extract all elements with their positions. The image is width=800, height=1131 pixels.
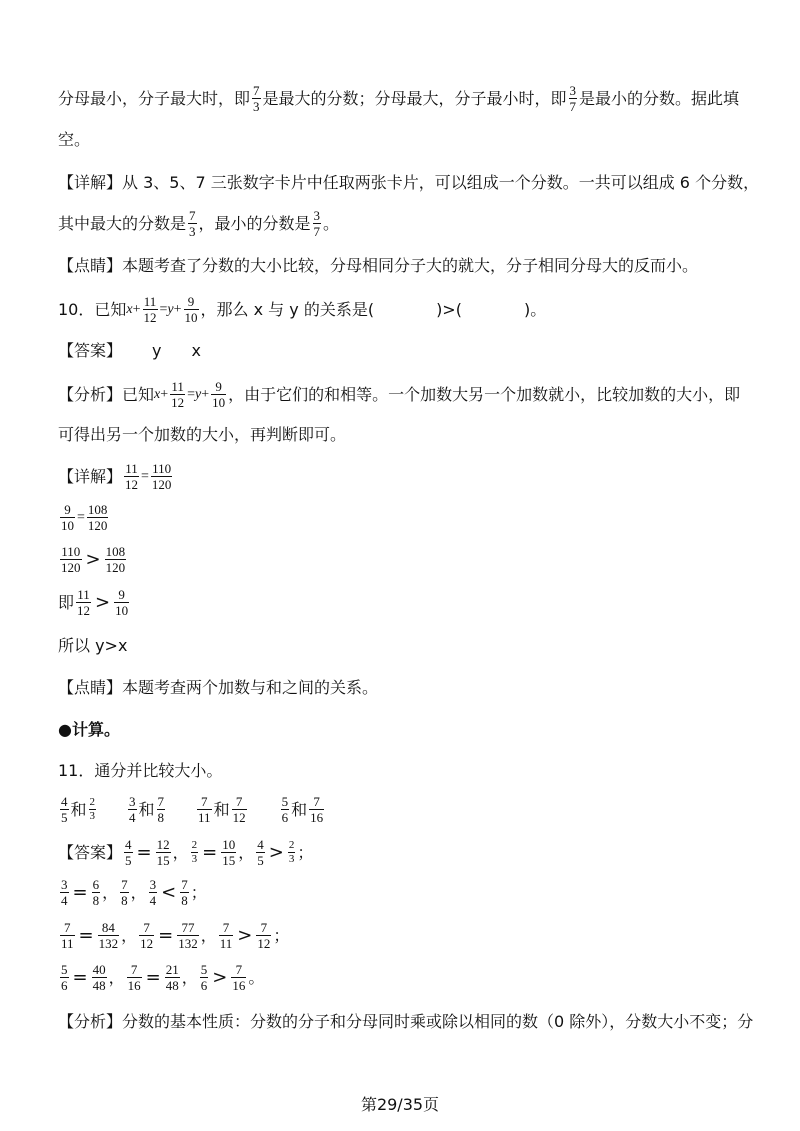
text: 【答案】 xyxy=(58,341,123,360)
text: 5 xyxy=(281,794,289,809)
fraction xyxy=(60,921,75,950)
answer-11-row1 xyxy=(58,838,313,867)
fraction xyxy=(139,921,154,950)
fraction xyxy=(232,795,247,824)
fraction xyxy=(124,838,133,867)
text: > xyxy=(268,841,284,863)
text: 【详解】 xyxy=(58,466,123,486)
text: 10 xyxy=(222,837,236,852)
text: 11 xyxy=(77,587,90,602)
text: 4 xyxy=(149,893,157,908)
question-10 xyxy=(58,295,546,324)
text: ，最小的分数是 xyxy=(198,213,311,233)
fraction xyxy=(149,878,158,907)
fraction xyxy=(124,462,139,491)
text: 5 xyxy=(125,853,132,868)
text: 【点睛】本题考查两个加数与和之间的关系。 xyxy=(58,678,379,697)
fraction xyxy=(313,209,322,238)
text: 12 xyxy=(140,936,154,951)
text: 7 xyxy=(181,877,188,892)
text: x xyxy=(126,301,133,317)
text: + xyxy=(160,386,169,402)
text: + xyxy=(132,301,141,317)
answer-10 xyxy=(58,338,201,364)
text: 9 xyxy=(64,502,71,517)
text: 【分析】已知 xyxy=(58,384,155,404)
text: 【分析】分数的基本性质：分数的分子和分母同时乘或除以相同的数（0 除外），分数大小不变；分 xyxy=(58,1012,754,1031)
text: 11 xyxy=(61,936,74,951)
text: 4 xyxy=(257,837,264,852)
text: = xyxy=(202,841,218,863)
text: 3 xyxy=(129,794,136,809)
analysis-10 xyxy=(58,380,740,409)
text: 132 xyxy=(98,936,119,951)
fraction xyxy=(256,838,265,867)
text: 12 xyxy=(257,936,271,951)
fraction xyxy=(157,795,166,824)
text: = xyxy=(72,966,88,988)
text: ， xyxy=(181,967,198,987)
fraction xyxy=(87,503,109,532)
text: 5 xyxy=(61,962,68,977)
text: ， xyxy=(121,925,138,945)
fraction xyxy=(151,462,173,491)
text: 108 xyxy=(105,544,126,559)
text: 9 xyxy=(187,294,195,309)
text: ，由于它们的和相等。一个加数大另一个加数就小，比较加数的大小，即 xyxy=(228,384,741,404)
fraction xyxy=(177,921,199,950)
text: 110 xyxy=(61,544,81,559)
text: 5 xyxy=(61,810,68,825)
text: 是最大的分数；分母最大，分子最小时，即 xyxy=(262,88,567,108)
text: 11 xyxy=(198,810,211,825)
text: 10 xyxy=(212,395,226,410)
text: 。 xyxy=(248,967,265,987)
pair-4 xyxy=(279,795,327,824)
fraction xyxy=(92,963,107,992)
text: 16 xyxy=(310,810,324,825)
text: )。 xyxy=(523,299,547,319)
text: 12 xyxy=(156,837,170,852)
text: 4 xyxy=(129,810,136,825)
remark-line xyxy=(58,253,698,279)
text: 3 xyxy=(149,877,157,892)
text: x xyxy=(154,386,161,402)
text: 是最小的分数。据此填 xyxy=(579,88,740,108)
text: 9 xyxy=(118,587,125,602)
text: 11 xyxy=(143,294,157,309)
text: 可得出另一个加数的大小，再判断即可。 xyxy=(58,425,347,444)
text: 11 xyxy=(219,936,233,951)
fraction xyxy=(288,840,296,865)
text: ， xyxy=(238,842,255,862)
text: > xyxy=(95,591,111,613)
text: 3 xyxy=(189,224,196,239)
answer-11-row4 xyxy=(58,963,264,992)
fraction xyxy=(184,295,199,324)
text: 8 xyxy=(121,893,128,908)
text: 7 xyxy=(313,224,321,239)
fraction xyxy=(127,963,142,992)
fraction xyxy=(60,795,69,824)
text: 12 xyxy=(125,477,139,492)
fraction xyxy=(211,380,226,409)
text: 和 xyxy=(138,799,155,819)
text: 。 xyxy=(323,213,340,233)
question-11 xyxy=(58,758,222,784)
text: = xyxy=(78,924,94,946)
fraction xyxy=(569,84,578,113)
question-11-pairs xyxy=(58,795,326,824)
fraction xyxy=(60,878,69,907)
text: 【点睛】本题考查了分数的大小比较，分母相同分子大的就大，分子相同分母大的反而小。 xyxy=(58,256,699,275)
text: 空。 xyxy=(58,130,91,149)
fraction xyxy=(221,838,236,867)
text: = xyxy=(77,509,85,525)
fraction xyxy=(309,795,324,824)
text: 7 xyxy=(143,920,150,935)
text: > xyxy=(212,966,228,988)
text: 7 xyxy=(313,794,320,809)
text: 11 xyxy=(171,379,184,394)
detail-10-line5 xyxy=(58,633,127,659)
fraction xyxy=(191,840,199,865)
text: 6 xyxy=(200,978,208,993)
text: 7 xyxy=(189,208,196,223)
text: 【答案】 xyxy=(58,842,123,862)
text: 15 xyxy=(222,853,236,868)
text: 7 xyxy=(235,962,243,977)
text: 7 xyxy=(201,794,208,809)
text: 120 xyxy=(105,560,126,575)
text: y xyxy=(152,341,162,360)
fraction xyxy=(76,588,91,617)
fraction xyxy=(143,295,158,324)
text: 2 xyxy=(191,839,198,851)
text: ， xyxy=(108,967,125,987)
text: 2 xyxy=(288,839,295,851)
pair-3 xyxy=(195,795,249,824)
text: ； xyxy=(297,842,314,862)
text-line xyxy=(58,127,90,153)
text: 120 xyxy=(61,560,81,575)
text: 即 xyxy=(58,592,75,612)
fraction xyxy=(128,795,137,824)
text: 16 xyxy=(127,978,141,993)
answer-11-row3 xyxy=(58,921,289,950)
text: < xyxy=(161,881,177,903)
text: = xyxy=(159,301,168,317)
detail-line xyxy=(58,170,759,196)
analysis-11 xyxy=(58,1009,753,1035)
text: 7 xyxy=(260,920,268,935)
text: 7 xyxy=(569,99,577,114)
answer-11-row2 xyxy=(58,878,207,907)
fraction xyxy=(114,588,129,617)
text: 120 xyxy=(151,477,172,492)
fraction xyxy=(105,545,127,574)
text: 12 xyxy=(171,395,185,410)
text: 132 xyxy=(178,936,198,951)
text: 7 xyxy=(222,920,230,935)
text: 7 xyxy=(64,920,71,935)
text: 10．已知 xyxy=(58,299,127,319)
detail-10-line2 xyxy=(58,503,110,532)
detail-10-line4 xyxy=(58,588,131,617)
text: 4 xyxy=(61,893,68,908)
text: ； xyxy=(273,925,290,945)
pair-2 xyxy=(126,795,167,824)
text: 3 xyxy=(89,810,96,822)
text: 48 xyxy=(92,978,106,993)
text: 6 xyxy=(92,877,100,892)
text: 12 xyxy=(143,310,157,325)
text: 10 xyxy=(61,518,74,533)
text: 15 xyxy=(156,853,170,868)
text: 3 xyxy=(253,99,260,114)
text-line xyxy=(58,84,739,113)
text: ； xyxy=(190,882,207,902)
text: 其中最大的分数是 xyxy=(58,213,187,233)
text: 3 xyxy=(313,208,321,223)
text: > xyxy=(85,548,101,570)
text: 6 xyxy=(61,978,68,993)
text: > xyxy=(237,924,253,946)
text: ， xyxy=(102,882,119,902)
text: + xyxy=(201,386,210,402)
text: 5 xyxy=(257,853,264,868)
text: ●计算。 xyxy=(58,720,120,739)
fraction xyxy=(219,921,234,950)
fraction xyxy=(200,963,209,992)
text: 40 xyxy=(92,962,106,977)
text: + xyxy=(173,301,182,317)
fraction xyxy=(60,503,75,532)
text: 11 xyxy=(125,461,138,476)
text: y xyxy=(195,386,202,402)
text: 7 xyxy=(253,83,260,98)
fraction xyxy=(197,795,212,824)
fraction xyxy=(188,209,197,238)
text: 16 xyxy=(232,978,246,993)
text: y xyxy=(167,301,174,317)
text: 【详解】从 3、5、7 三张数字卡片中任取两张卡片，可以组成一个分数。一共可以组成 6 个分数， xyxy=(58,173,760,192)
text: ， xyxy=(172,842,189,862)
text: 10 xyxy=(184,310,198,325)
text: 7 xyxy=(157,794,165,809)
text: 和 xyxy=(291,799,308,819)
text: 8 xyxy=(181,893,188,908)
fraction xyxy=(92,878,101,907)
text: 8 xyxy=(157,810,165,825)
text: = xyxy=(141,468,149,484)
text: 9 xyxy=(215,379,222,394)
fraction xyxy=(156,838,171,867)
page-number: 第29/35页 xyxy=(360,1095,440,1114)
fraction xyxy=(89,797,97,822)
text: = xyxy=(145,966,161,988)
text: 4 xyxy=(61,794,68,809)
text: 8 xyxy=(92,893,100,908)
text: 4 xyxy=(125,837,132,852)
text: 7 xyxy=(235,794,243,809)
detail-10-line3 xyxy=(58,545,128,574)
fraction xyxy=(256,921,271,950)
fraction xyxy=(231,963,246,992)
text: )>( xyxy=(436,299,462,319)
pair-1 xyxy=(58,795,98,824)
text: 110 xyxy=(152,461,172,476)
text: = xyxy=(158,924,174,946)
fraction xyxy=(120,878,129,907)
text: 21 xyxy=(165,962,179,977)
text: 3 xyxy=(191,853,198,865)
detail-line xyxy=(58,209,339,238)
text: 3 xyxy=(569,83,577,98)
text: 12 xyxy=(232,810,246,825)
text: ， xyxy=(130,882,147,902)
text: 和 xyxy=(70,799,87,819)
text: 84 xyxy=(101,920,115,935)
text: 5 xyxy=(200,962,208,977)
fraction xyxy=(170,380,185,409)
text: 7 xyxy=(130,962,138,977)
text: 3 xyxy=(288,853,295,865)
text: ， xyxy=(200,925,217,945)
text: 和 xyxy=(213,799,230,819)
text: 7 xyxy=(121,877,128,892)
remark-10 xyxy=(58,675,378,701)
text: 2 xyxy=(89,796,96,808)
text: 分母最小，分子最大时，即 xyxy=(58,88,251,108)
text: = xyxy=(72,881,88,903)
section-heading xyxy=(58,717,120,743)
text: 10 xyxy=(115,603,129,618)
text: = xyxy=(187,386,196,402)
text: x xyxy=(191,341,201,360)
text: 77 xyxy=(181,920,195,935)
text: 12 xyxy=(77,603,91,618)
text: 108 xyxy=(87,502,108,517)
text: 3 xyxy=(61,877,68,892)
text: ，那么 x 与 y 的关系是( xyxy=(200,299,375,319)
text: 120 xyxy=(87,518,108,533)
fraction xyxy=(60,963,69,992)
text: 6 xyxy=(281,810,289,825)
fraction xyxy=(165,963,180,992)
fraction xyxy=(252,84,261,113)
fraction xyxy=(281,795,290,824)
text: 11．通分并比较大小。 xyxy=(58,761,223,780)
text: 48 xyxy=(165,978,179,993)
text: 所以 y>x xyxy=(58,636,128,655)
fraction xyxy=(60,545,82,574)
text: = xyxy=(136,841,152,863)
fraction xyxy=(180,878,189,907)
detail-10-line1 xyxy=(58,462,174,491)
analysis-10-cont xyxy=(58,422,346,448)
fraction xyxy=(98,921,120,950)
